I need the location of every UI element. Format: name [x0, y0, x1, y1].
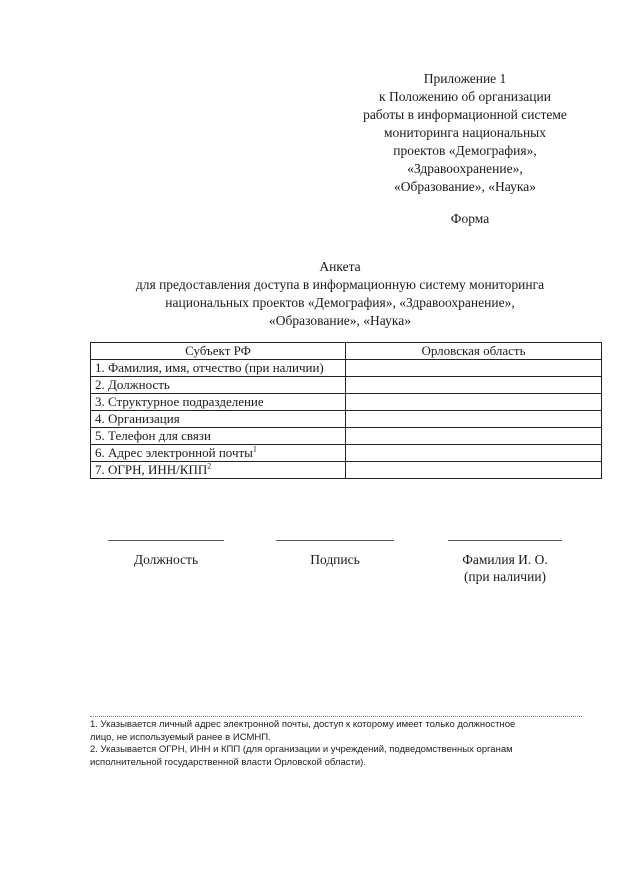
row-label-email — [91, 445, 346, 462]
footnotes — [90, 719, 600, 769]
footnote-divider — [90, 716, 582, 717]
appendix-line: работы в информационной системе — [363, 107, 567, 122]
row-label-text: 7. ОГРН, ИНН/КПП — [95, 462, 208, 477]
row-value-phone[interactable] — [346, 428, 602, 445]
table-row — [91, 462, 602, 479]
appendix-line: мониторинга национальных — [383, 125, 546, 140]
title-line: «Образование», «Наука» — [269, 313, 411, 328]
row-value-organization[interactable] — [346, 411, 602, 428]
row-label-phone — [91, 428, 346, 445]
signature-block-name — [448, 540, 562, 585]
header-subject: Субъект РФ — [91, 343, 346, 360]
header-region: Орловская область — [346, 343, 602, 360]
row-label-text: 3. Структурное подразделение — [95, 394, 264, 409]
footnote-2-line-1: 2. Указывается ОГРН, ИНН и КПП (для организации и учреждений, подведомственных органам — [90, 744, 513, 755]
appendix-line: «Здравоохранение», — [407, 161, 523, 176]
footnote-1-line-2: лицо, не используемый ранее в ИСМНП. — [90, 731, 271, 743]
appendix-line: проектов «Демография», — [393, 143, 537, 158]
row-label-position — [91, 377, 346, 394]
table-row — [91, 411, 602, 428]
table-row — [91, 377, 602, 394]
row-value-ogrn[interactable] — [346, 462, 602, 479]
table-row — [91, 445, 602, 462]
row-label-text: 5. Телефон для связи — [95, 428, 211, 443]
table-row — [91, 360, 602, 377]
row-label-department — [91, 394, 346, 411]
row-label-text: 4. Организация — [95, 411, 180, 426]
appendix-line: «Образование», «Наука» — [394, 179, 536, 194]
row-value-fio[interactable] — [346, 360, 602, 377]
footnote-marker: 1 — [252, 444, 257, 454]
signature-label-name: Фамилия И. О. — [462, 552, 548, 567]
row-label-organization — [91, 411, 346, 428]
appendix-line: к Положению об организации — [379, 89, 551, 104]
signature-block-signature — [276, 540, 394, 568]
signature-block-position — [108, 540, 224, 568]
title-line: национальных проектов «Демография», «Здравоохранение», — [165, 295, 515, 310]
row-label-ogrn — [91, 462, 346, 479]
signature-label-signature: Подпись — [310, 552, 360, 567]
row-value-position[interactable] — [346, 377, 602, 394]
row-label-text: 1. Фамилия, имя, отчество (при наличии) — [95, 360, 324, 375]
footnote-2-line-2: исполнительной государственной власти Орловской области). — [90, 756, 366, 768]
signature-line — [108, 540, 224, 541]
row-label-fio — [91, 360, 346, 377]
title-line: для предоставления доступа в информационную систему мониторинга — [135, 277, 545, 292]
table-row — [91, 428, 602, 445]
signature-label-position: Должность — [133, 552, 199, 567]
signature-line — [448, 540, 562, 541]
signature-label-name-note: (при наличии) — [463, 569, 547, 584]
appendix-header — [330, 70, 600, 196]
questionnaire-table — [90, 342, 602, 479]
document-title — [90, 258, 590, 330]
table-header-row — [91, 343, 602, 360]
table-row — [91, 394, 602, 411]
row-value-email[interactable] — [346, 445, 602, 462]
row-value-department[interactable] — [346, 394, 602, 411]
row-label-text: 6. Адрес электронной почты — [95, 445, 253, 460]
signature-line — [276, 540, 394, 541]
appendix-line: Приложение 1 — [423, 71, 507, 86]
title-heading: Анкета — [319, 259, 361, 274]
footnote-1-line-1: 1. Указывается личный адрес электронной почты, доступ к которому имеет только должностное — [90, 719, 516, 730]
form-label: Форма — [450, 211, 490, 226]
row-label-text: 2. Должность — [95, 377, 170, 392]
footnote-marker: 2 — [207, 461, 212, 471]
